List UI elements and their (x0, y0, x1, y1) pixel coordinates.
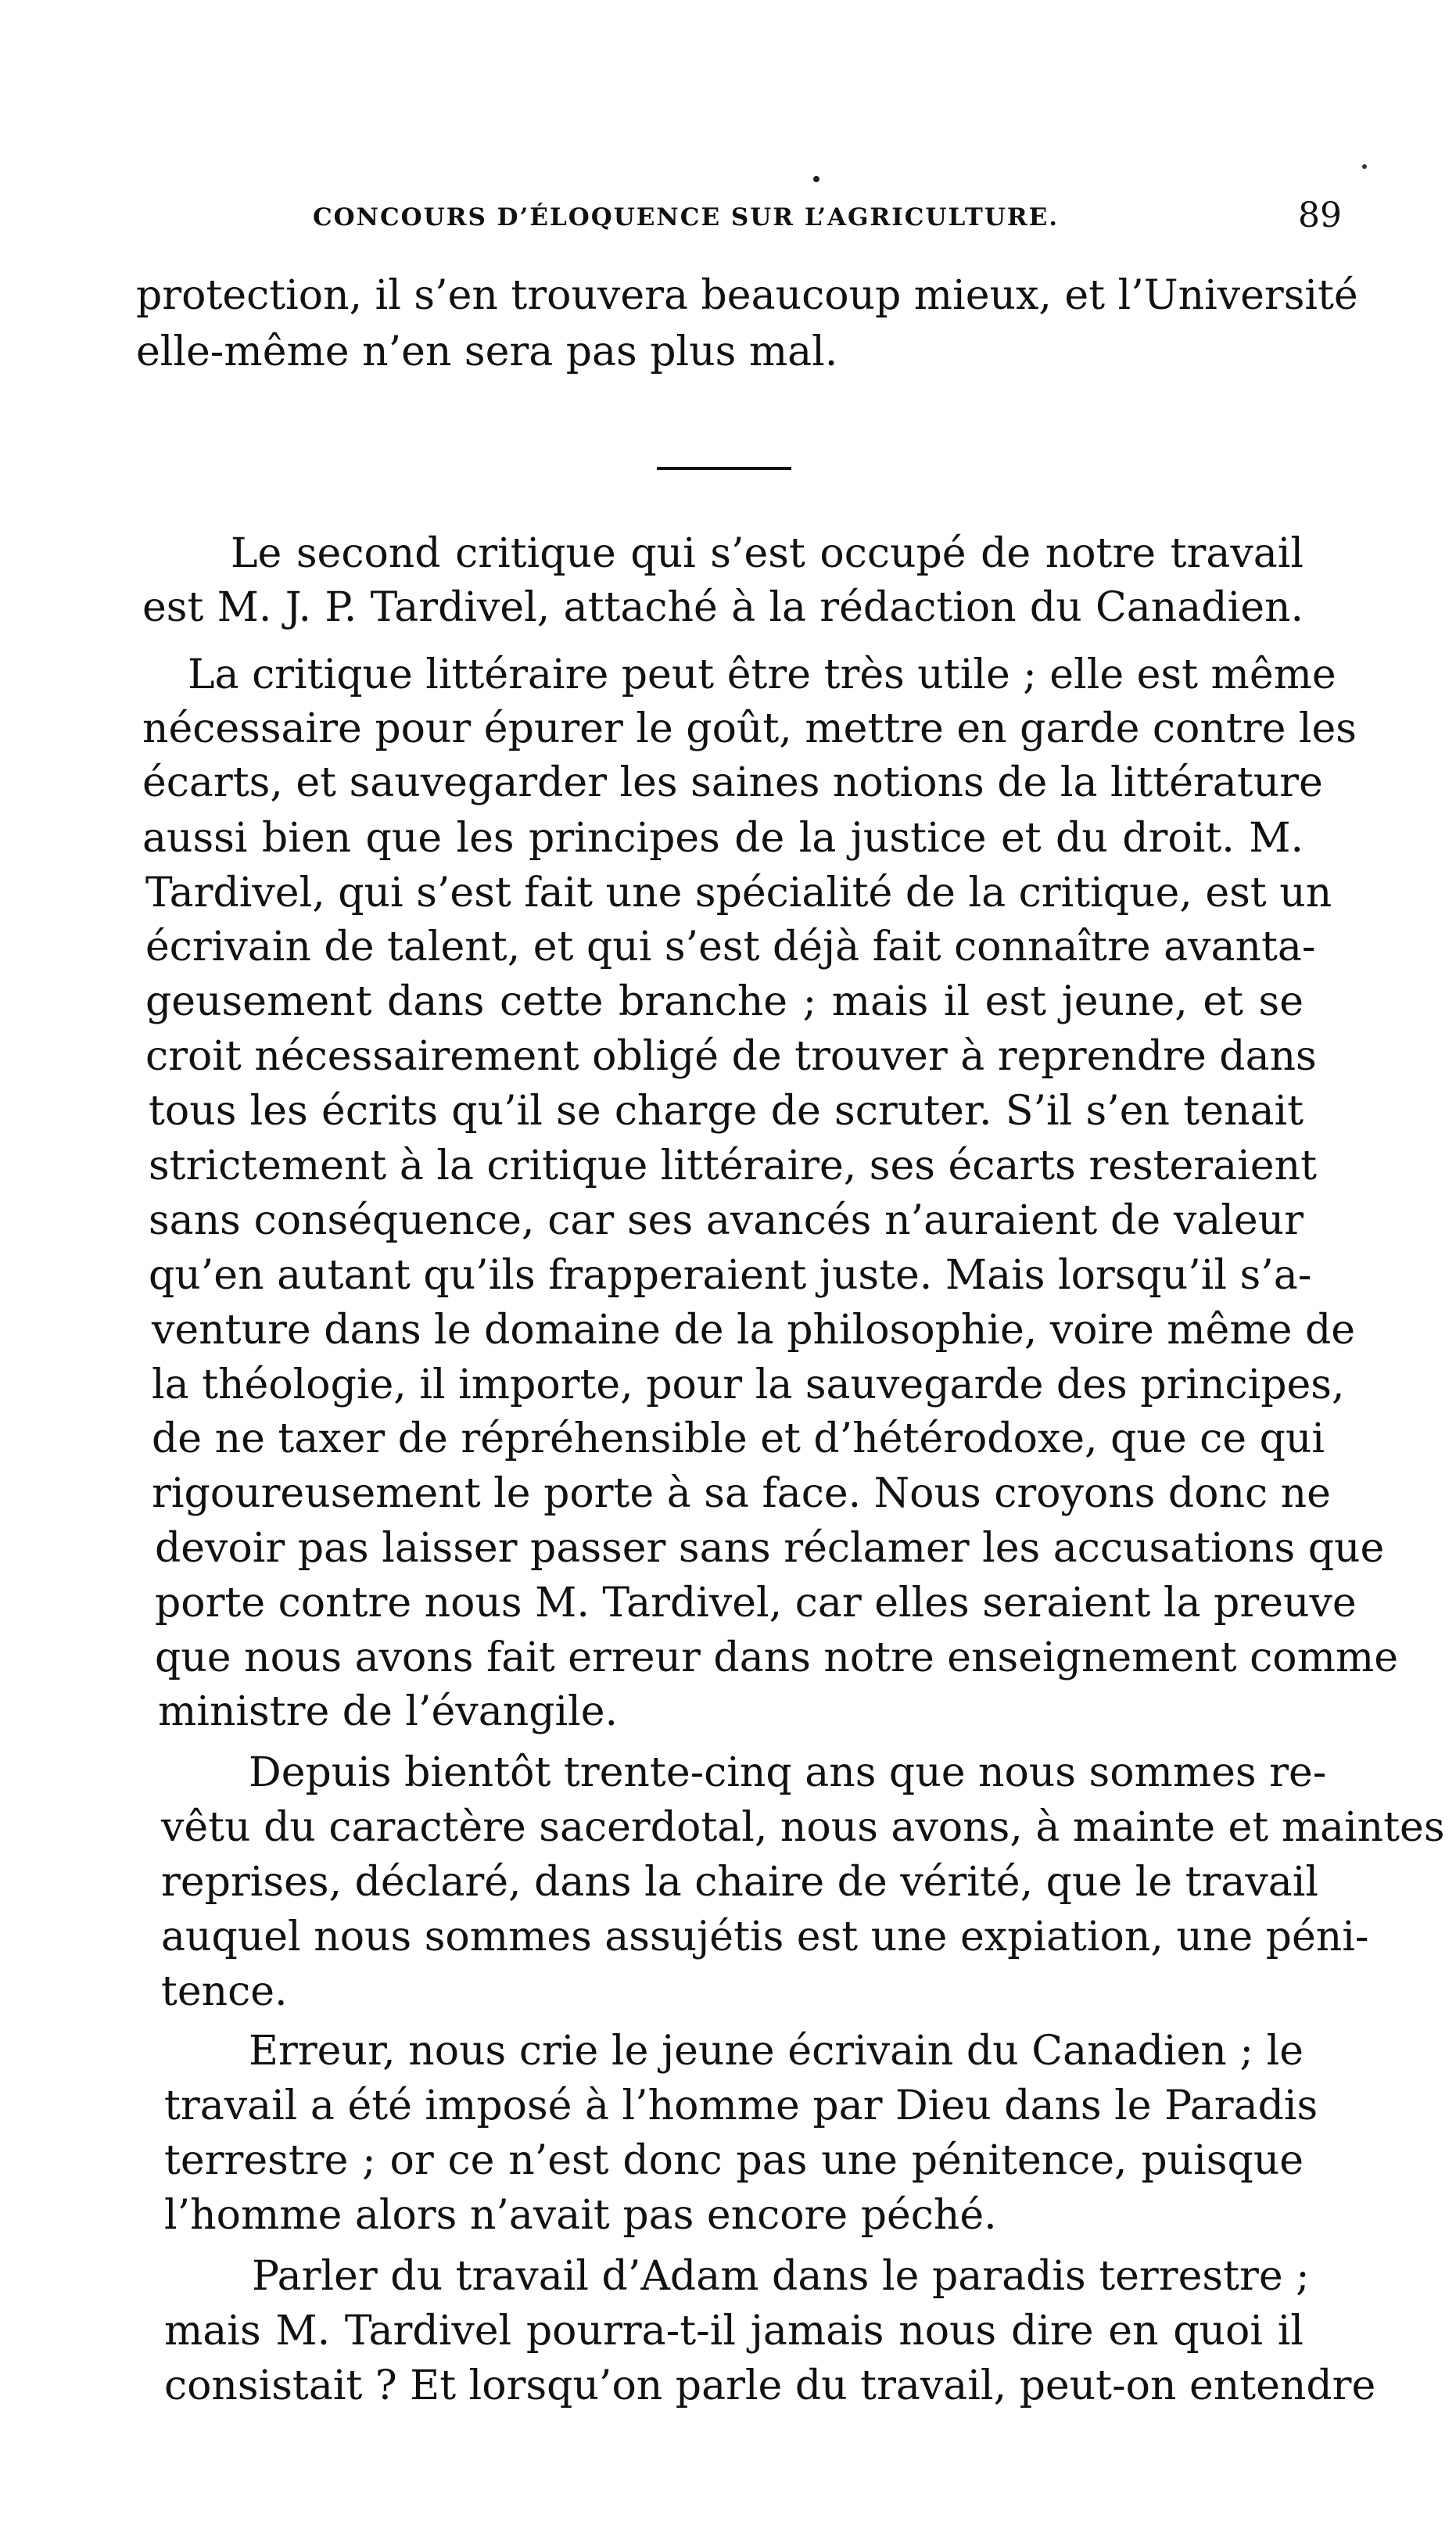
text-line: la théologie, il importe, pour la sauvegarde des principes, (152, 1361, 1345, 1408)
text-line: Erreur, nous crie le jeune écrivain du Canadien ; le (249, 2028, 1304, 2075)
text-line: écarts, et sauvegarder les saines notions de la littérature (142, 759, 1323, 806)
page-number: 89 (1298, 195, 1342, 235)
text-line: auquel nous sommes assujétis est une expiation, une péni- (161, 1914, 1369, 1960)
text-line: La critique littéraire peut être très utile ; elle est même (188, 651, 1336, 698)
ink-dot (1362, 164, 1367, 169)
text-line: porte contre nous M. Tardivel, car elles seraient la preuve (155, 1580, 1357, 1627)
text-line: nécessaire pour épurer le goût, mettre en garde contre les (142, 705, 1357, 752)
text-line: terrestre ; or ce n’est donc pas une pénitence, puisque (164, 2137, 1304, 2184)
text-line: elle-même n’en sera pas plus mal. (136, 328, 838, 375)
text-line: Le second critique qui s’est occupé de notre travail (231, 530, 1304, 577)
text-line: qu’en autant qu’ils frapperaient juste. Mais lorsqu’il s’a- (149, 1252, 1312, 1299)
text-line: travail a été imposé à l’homme par Dieu dans le Paradis (164, 2082, 1318, 2129)
text-line: écrivain de talent, et qui s’est déjà fait connaître avanta- (145, 924, 1316, 970)
text-line: rigoureusement le porte à sa face. Nous croyons donc ne (152, 1470, 1331, 1517)
text-line: aussi bien que les principes de la justice et du droit. M. (142, 815, 1304, 862)
text-line: strictement à la critique littéraire, ses écarts resteraient (149, 1142, 1317, 1189)
text-line: mais M. Tardivel pourra-t-il jamais nous dire en quoi il (164, 2308, 1304, 2355)
text-line: ministre de l’évangile. (158, 1688, 619, 1735)
text-line: croit nécessairement obligé de trouver à reprendre dans (145, 1033, 1317, 1080)
text-line: protection, il s’en trouvera beaucoup mieux, et l’Université (136, 272, 1358, 319)
text-line: Tardivel, qui s’est fait une spécialité de la critique, est un (145, 870, 1332, 916)
ink-dot (813, 176, 819, 182)
text-line: l’homme alors n’avait pas encore péché. (164, 2192, 997, 2239)
text-line: reprises, déclaré, dans la chaire de vérité, que le travail (161, 1859, 1319, 1906)
text-line: devoir pas laisser passer sans réclamer les accusations que (155, 1525, 1385, 1572)
text-line: Parler du travail d’Adam dans le paradis terrestre ; (252, 2253, 1310, 2300)
text-line: tence. (161, 1968, 288, 2015)
text-line: que nous avons fait erreur dans notre enseignement comme (155, 1634, 1398, 1681)
running-title: CONCOURS D’ÉLOQUENCE SUR L’AGRICULTURE. (313, 203, 1060, 231)
text-line: geusement dans cette branche ; mais il est jeune, et se (145, 978, 1304, 1025)
text-line: Depuis bientôt trente-cinq ans que nous sommes re- (249, 1749, 1327, 1796)
text-line: tous les écrits qu’il se charge de scruter. S’il s’en tenait (149, 1088, 1304, 1135)
text-line: vêtu du caractère sacerdotal, nous avons, à mainte et maintes (161, 1804, 1445, 1851)
text-line: est M. J. P. Tardivel, attaché à la rédaction du Canadien. (142, 584, 1304, 631)
text-line: sans conséquence, car ses avancés n’auraient de valeur (149, 1197, 1304, 1244)
section-divider (657, 467, 791, 470)
text-line: consistait ? Et lorsqu’on parle du travail, peut-on entendre (164, 2362, 1376, 2409)
text-line: de ne taxer de répréhensible et d’hétérodoxe, que ce qui (152, 1415, 1325, 1462)
text-line: venture dans le domaine de la philosophie, voire même de (152, 1307, 1356, 1354)
